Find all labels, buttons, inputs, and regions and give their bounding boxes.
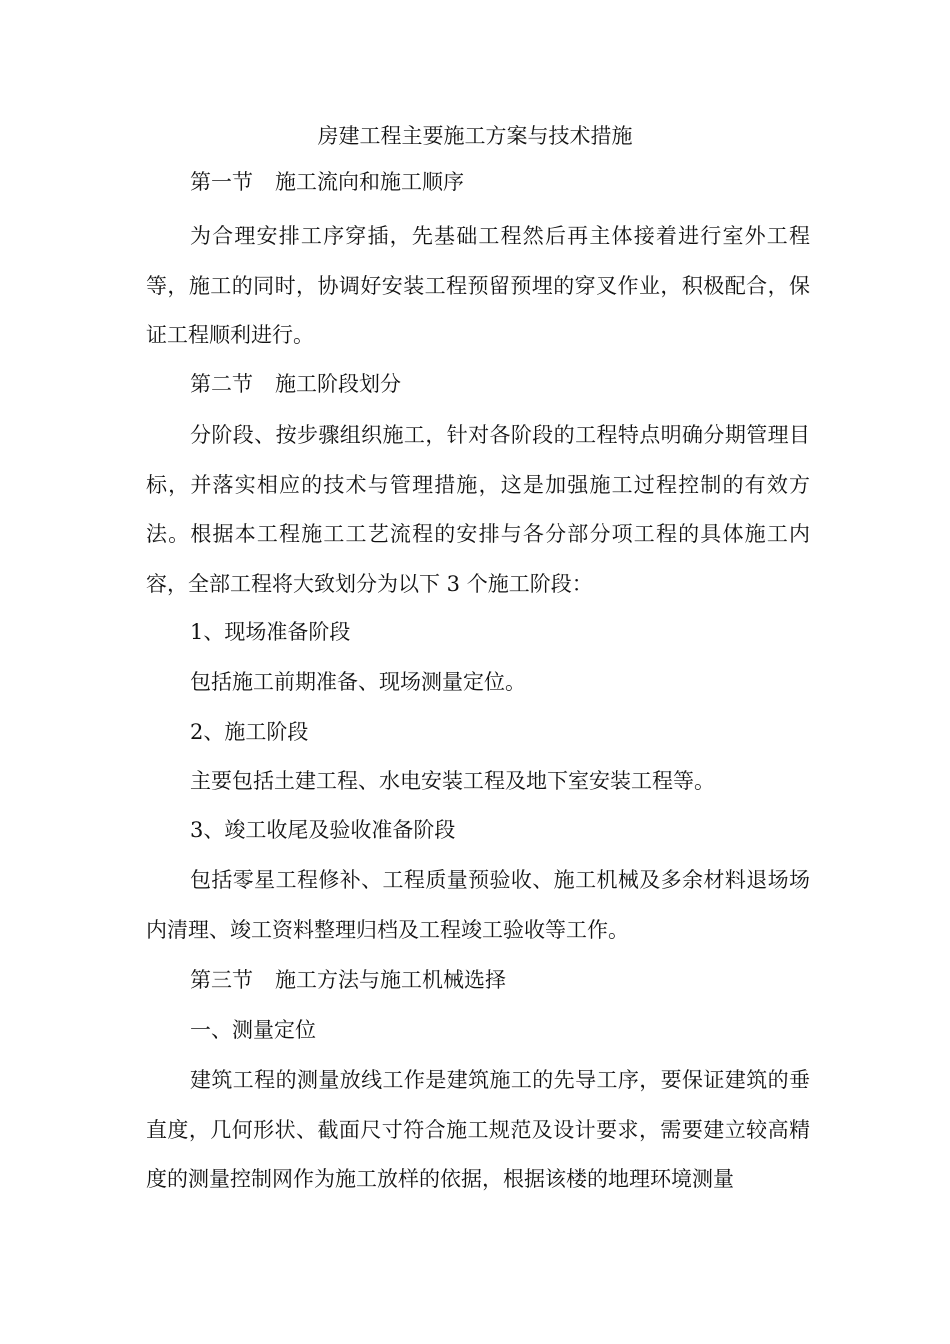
section-3-subheading: 一、测量定位 [190, 1018, 316, 1042]
stage-2-desc: 主要包括土建工程、水电安装工程及地下室安装工程等。 [190, 769, 715, 793]
section-3-number: 第三节 [190, 968, 253, 992]
stage-1-label: 1、现场准备阶段 [190, 620, 351, 644]
stage-2-label: 2、施工阶段 [190, 720, 309, 744]
section-2-number: 第二节 [190, 372, 253, 396]
section-2-name: 施工阶段划分 [275, 372, 401, 396]
document-title: 房建工程主要施工方案与技术措施 [317, 124, 633, 148]
section-1-heading [146, 158, 810, 208]
section-2-heading [146, 360, 810, 410]
stage-3-desc: 包括零星工程修补、工程质量预验收、施工机械及多余材料退场场内清理、竣工资料整理归档及工程竣工验收等工作。 [146, 868, 810, 942]
stage-1-desc: 包括施工前期准备、现场测量定位。 [190, 670, 526, 694]
section-1-name: 施工流向和施工顺序 [275, 170, 464, 194]
section-3-heading [146, 956, 810, 1006]
section-3-body: 建筑工程的测量放线工作是建筑施工的先导工序，要保证建筑的垂直度，几何形状、截面尺寸符合施工规范及设计要求，需要建立较高精度的测量控制网作为施工放样的依据，根据该楼的地理环境测量 [146, 1068, 810, 1191]
section-3-name: 施工方法与施工机械选择 [275, 968, 506, 992]
section-1-body: 为合理安排工序穿插，先基础工程然后再主体接着进行室外工程等，施工的同时，协调好安装工程预留预埋的穿叉作业，积极配合，保证工程顺利进行。 [146, 224, 810, 347]
section-1-number: 第一节 [190, 170, 253, 194]
stage-3-label: 3、竣工收尾及验收准备阶段 [190, 818, 456, 842]
section-2-body: 分阶段、按步骤组织施工，针对各阶段的工程特点明确分期管理目标，并落实相应的技术与管理措施，这是加强施工过程控制的有效方法。根据本工程施工工艺流程的安排与各分部分项工程的具体施工内容，全部工程将大致划分为以下 3 个施工阶段： [146, 423, 810, 596]
